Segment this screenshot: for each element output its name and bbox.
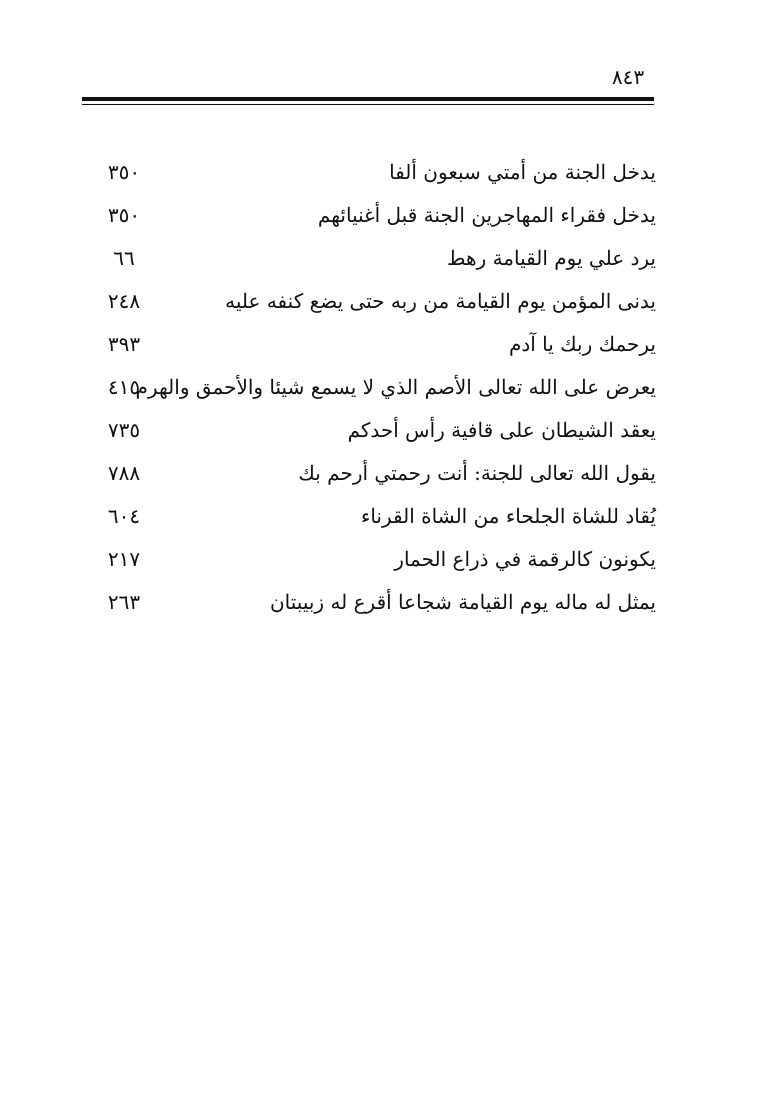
index-entry [100,409,656,452]
entry-page-number: ٣٩٣ [107,332,141,356]
index-entry [100,151,656,194]
entry-text: يرحمك ربك يا آدم [508,332,656,356]
entry-text: يُقاد للشاة الجلحاء من الشاة القرناء [360,504,656,528]
entry-page-number: ٣٥٠ [107,203,141,227]
index-entry [100,237,656,280]
entry-text: يدخل فقراء المهاجرين الجنة قبل أغنيائهم [317,203,656,227]
index-entries [100,151,656,624]
entry-text: يرد علي يوم القيامة رهط [447,246,656,270]
entry-text: يكونون كالرقمة في ذراع الحمار [394,547,656,571]
entry-text: يدخل الجنة من أمتي سبعون ألفا [389,160,656,184]
entry-page-number: ٣٥٠ [107,160,141,184]
index-entry [100,280,656,323]
entry-page-number: ٦٦ [113,246,135,270]
header-rule-thin [82,104,654,105]
entry-text: يقول الله تعالى للجنة: أنت رحمتي أرحم بك [298,461,656,485]
entry-text: يمثل له ماله يوم القيامة شجاعا أقرع له زبيبتان [269,590,656,614]
index-entry [100,194,656,237]
index-entry [100,538,656,581]
entry-page-number: ٦٠٤ [107,504,141,528]
entry-page-number: ٧٨٨ [107,461,141,485]
index-entry [100,581,656,624]
header-rule-thick [82,97,654,101]
entry-page-number: ٤١٥ [107,375,141,399]
entry-page-number: ٢٦٣ [107,590,141,614]
entry-text: يعقد الشيطان على قافية رأس أحدكم [347,418,656,442]
index-entry [100,323,656,366]
entry-page-number: ٢١٧ [107,547,141,571]
index-entry [100,366,656,409]
entry-page-number: ٧٣٥ [107,418,141,442]
entry-text: يدنى المؤمن يوم القيامة من ربه حتى يضع كنفه عليه [225,289,656,313]
index-entry [100,495,656,538]
entry-page-number: ٢٤٨ [107,289,141,313]
index-entry [100,452,656,495]
entry-text: يعرض على الله تعالى الأصم الذي لا يسمع شيئا والأحمق والهرم [135,375,656,399]
page-number: ٨٤٣ [611,65,645,89]
